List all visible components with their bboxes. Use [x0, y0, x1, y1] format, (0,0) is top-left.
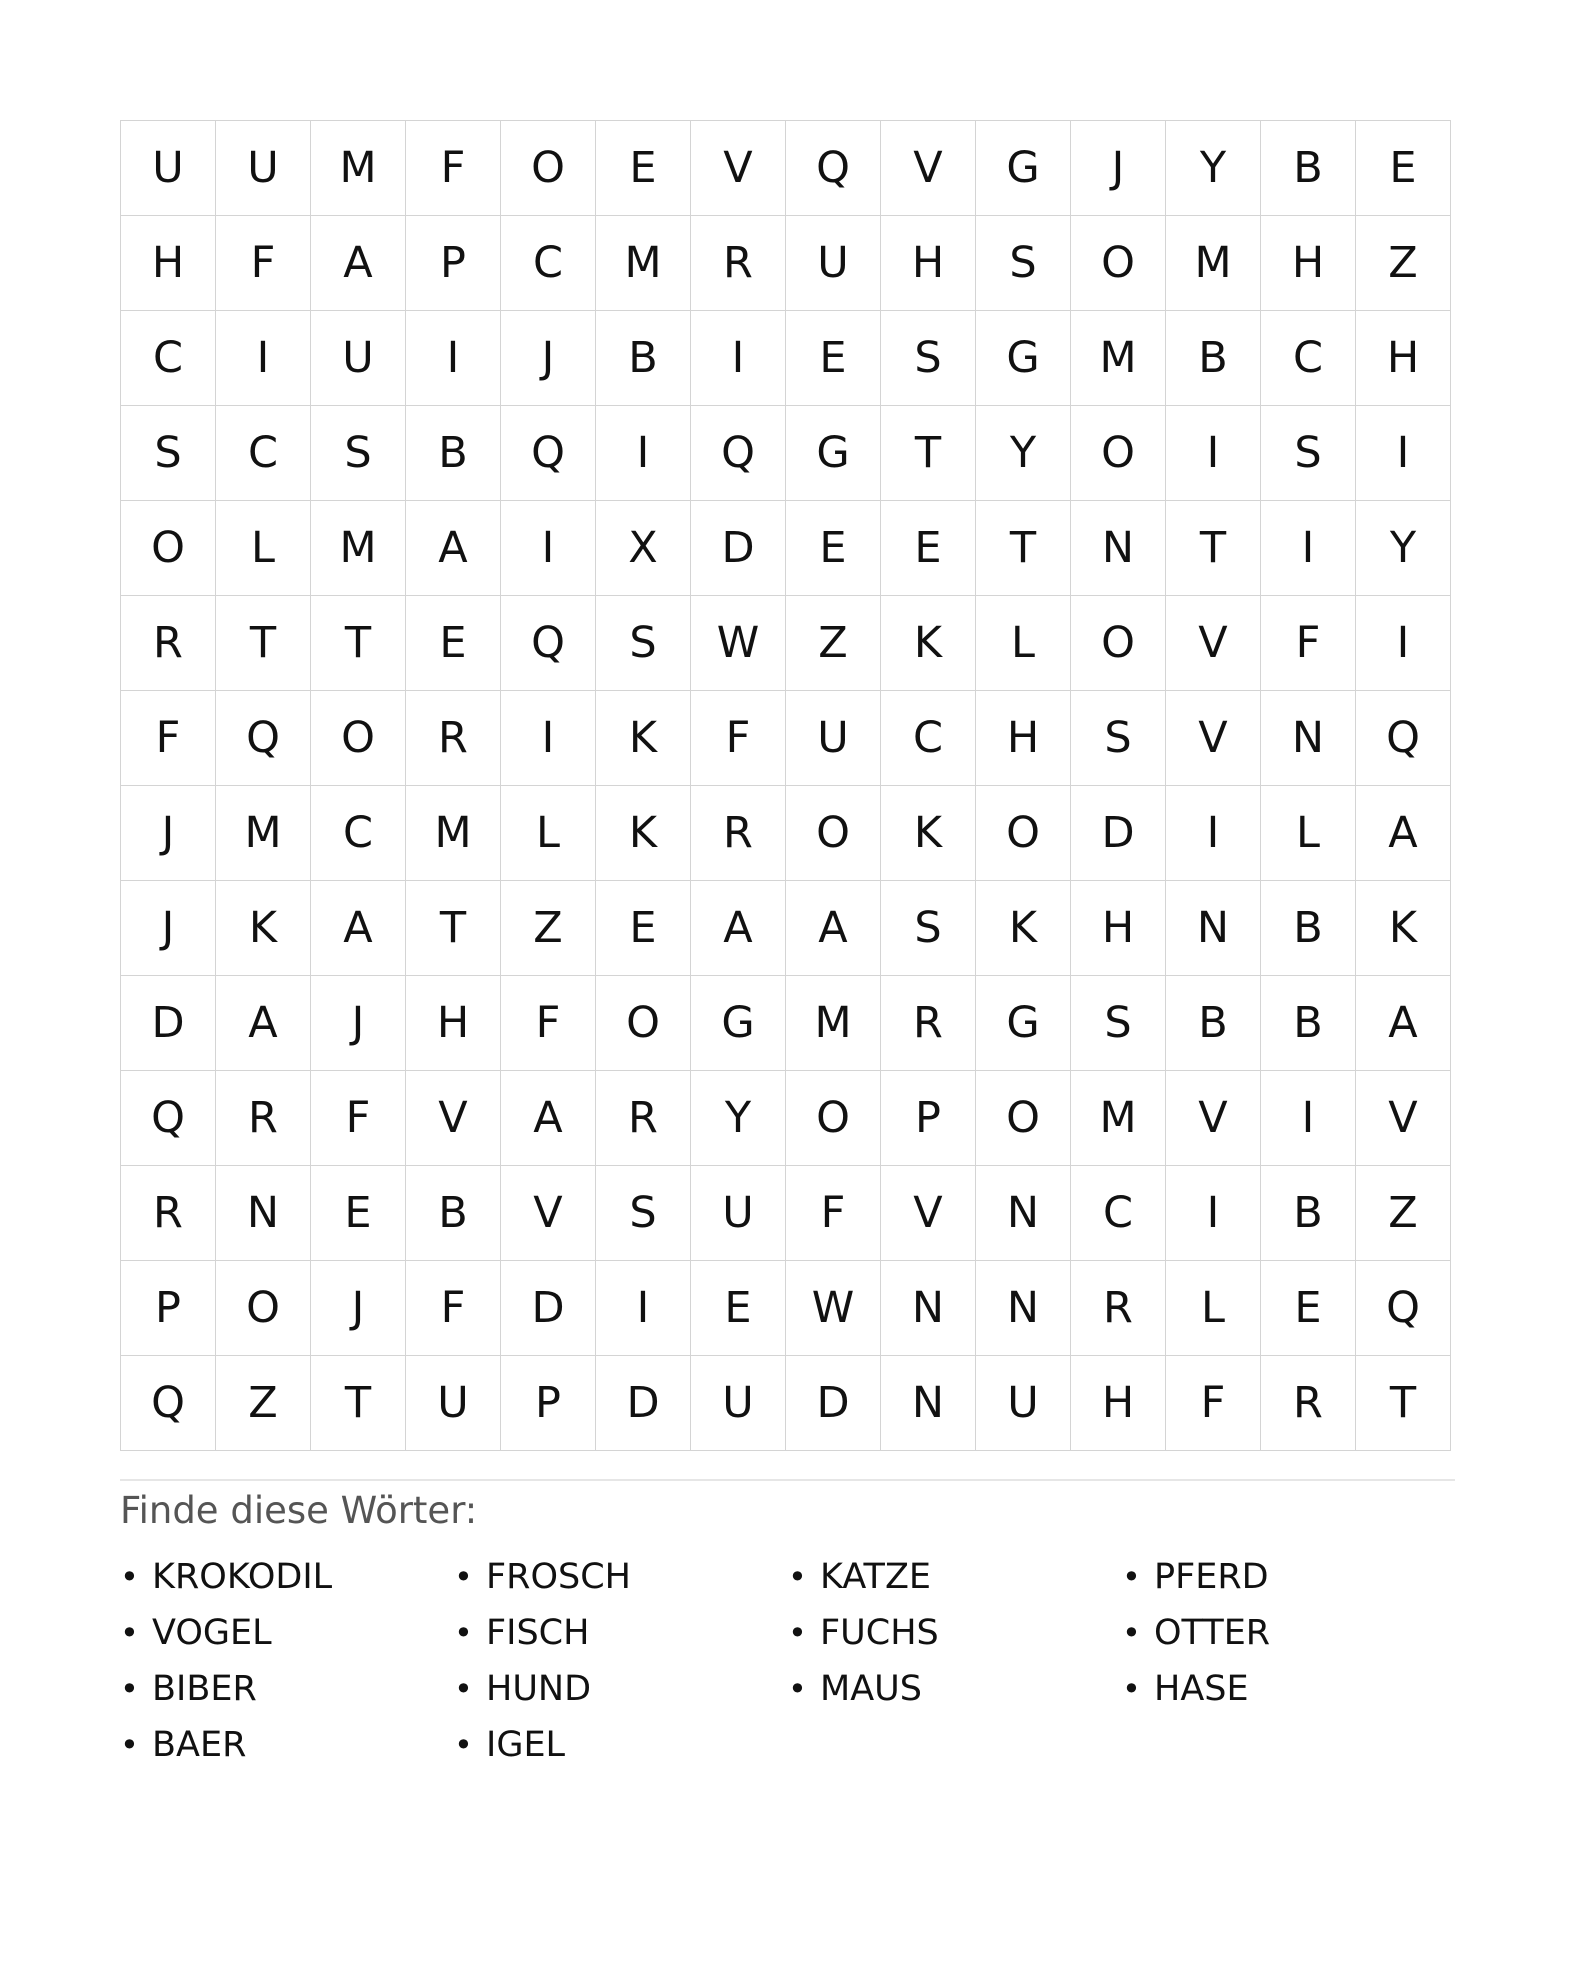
grid-cell[interactable]: Q: [786, 121, 881, 216]
grid-cell[interactable]: M: [406, 786, 501, 881]
grid-cell[interactable]: Y: [1166, 121, 1261, 216]
grid-cell[interactable]: O: [1071, 216, 1166, 311]
grid-cell[interactable]: R: [691, 216, 786, 311]
grid-cell[interactable]: Q: [691, 406, 786, 501]
word-list-item: [1122, 1661, 1456, 1717]
grid-cell[interactable]: D: [501, 1261, 596, 1356]
grid-cell[interactable]: C: [216, 406, 311, 501]
grid-cell[interactable]: G: [786, 406, 881, 501]
word-list-item: [120, 1549, 454, 1605]
grid-cell[interactable]: L: [1166, 1261, 1261, 1356]
grid-cell[interactable]: I: [596, 406, 691, 501]
grid-cell[interactable]: H: [1356, 311, 1451, 406]
grid-cell[interactable]: X: [596, 501, 691, 596]
word-list-item: [120, 1717, 454, 1773]
grid-cell[interactable]: P: [406, 216, 501, 311]
bullet-icon: •: [120, 1726, 139, 1764]
bullet-icon: •: [120, 1670, 139, 1708]
word-label: IGEL: [486, 1725, 566, 1765]
grid-cell[interactable]: T: [976, 501, 1071, 596]
bullet-icon: •: [788, 1614, 807, 1652]
bullet-icon: •: [120, 1558, 139, 1596]
grid-cell[interactable]: N: [216, 1166, 311, 1261]
grid-cell[interactable]: M: [1166, 216, 1261, 311]
word-search-page: [120, 120, 1456, 1773]
grid-cell[interactable]: Q: [1356, 691, 1451, 786]
grid-cell[interactable]: T: [311, 596, 406, 691]
grid-cell[interactable]: O: [311, 691, 406, 786]
grid-cell[interactable]: I: [1166, 406, 1261, 501]
grid-cell[interactable]: B: [406, 1166, 501, 1261]
grid-cell[interactable]: Z: [1356, 216, 1451, 311]
grid-cell[interactable]: H: [976, 691, 1071, 786]
bullet-icon: •: [1122, 1558, 1141, 1596]
grid-cell[interactable]: S: [881, 881, 976, 976]
grid-cell[interactable]: A: [311, 881, 406, 976]
grid-cell[interactable]: E: [596, 121, 691, 216]
grid-cell[interactable]: I: [406, 311, 501, 406]
grid-cell[interactable]: E: [786, 501, 881, 596]
grid-cell[interactable]: D: [596, 1356, 691, 1451]
grid-cell[interactable]: N: [1261, 691, 1356, 786]
grid-cell[interactable]: K: [881, 786, 976, 881]
grid-cell[interactable]: C: [1261, 311, 1356, 406]
grid-cell[interactable]: B: [406, 406, 501, 501]
grid-cell[interactable]: O: [216, 1261, 311, 1356]
bullet-icon: •: [788, 1670, 807, 1708]
grid-cell[interactable]: S: [596, 1166, 691, 1261]
grid-cell[interactable]: R: [596, 1071, 691, 1166]
bullet-icon: •: [1122, 1614, 1141, 1652]
word-list: [120, 1549, 1456, 1773]
grid-cell[interactable]: P: [501, 1356, 596, 1451]
word-label: KATZE: [820, 1557, 932, 1597]
grid-cell[interactable]: A: [311, 216, 406, 311]
grid-cell[interactable]: U: [216, 121, 311, 216]
grid-cell[interactable]: D: [1071, 786, 1166, 881]
word-list-item: [1122, 1549, 1456, 1605]
word-label: OTTER: [1154, 1613, 1271, 1653]
word-list-item: [454, 1717, 788, 1773]
grid-cell[interactable]: I: [216, 311, 311, 406]
grid-cell[interactable]: G: [976, 976, 1071, 1071]
grid-cell[interactable]: F: [406, 121, 501, 216]
grid-cell[interactable]: I: [1356, 406, 1451, 501]
bullet-icon: •: [454, 1670, 473, 1708]
word-list-item: [788, 1661, 1122, 1717]
grid-cell[interactable]: B: [1261, 1166, 1356, 1261]
grid-cell[interactable]: V: [881, 1166, 976, 1261]
grid-cell[interactable]: I: [596, 1261, 691, 1356]
grid-cell[interactable]: S: [1071, 976, 1166, 1071]
grid-cell[interactable]: I: [1166, 786, 1261, 881]
word-list-item: [454, 1661, 788, 1717]
grid-cell[interactable]: E: [596, 881, 691, 976]
grid-cell[interactable]: K: [216, 881, 311, 976]
grid-cell[interactable]: K: [881, 596, 976, 691]
grid-cell[interactable]: J: [501, 311, 596, 406]
grid-cell[interactable]: W: [691, 596, 786, 691]
grid-cell[interactable]: O: [596, 976, 691, 1071]
word-list-item: [454, 1605, 788, 1661]
word-list-item: [788, 1605, 1122, 1661]
grid-cell[interactable]: S: [1071, 691, 1166, 786]
grid-cell[interactable]: Q: [121, 1356, 216, 1451]
grid-cell[interactable]: O: [786, 786, 881, 881]
grid-cell[interactable]: N: [976, 1261, 1071, 1356]
bullet-icon: •: [454, 1614, 473, 1652]
grid-cell[interactable]: C: [881, 691, 976, 786]
grid-cell[interactable]: A: [786, 881, 881, 976]
bullet-icon: •: [788, 1558, 807, 1596]
grid-cell[interactable]: V: [1166, 1071, 1261, 1166]
grid-cell[interactable]: I: [501, 501, 596, 596]
grid-cell[interactable]: A: [406, 501, 501, 596]
grid-cell[interactable]: E: [1356, 121, 1451, 216]
grid-cell[interactable]: S: [1261, 406, 1356, 501]
grid-cell[interactable]: V: [1356, 1071, 1451, 1166]
grid-cell[interactable]: H: [406, 976, 501, 1071]
grid-cell[interactable]: J: [311, 1261, 406, 1356]
grid-cell[interactable]: U: [121, 121, 216, 216]
word-list-item: [1122, 1605, 1456, 1661]
grid-cell[interactable]: B: [1166, 311, 1261, 406]
grid-cell[interactable]: A: [1356, 786, 1451, 881]
grid-cell[interactable]: I: [691, 311, 786, 406]
word-label: VOGEL: [152, 1613, 272, 1653]
grid-cell[interactable]: F: [501, 976, 596, 1071]
grid-cell[interactable]: M: [311, 501, 406, 596]
grid-cell[interactable]: B: [1261, 881, 1356, 976]
grid-cell[interactable]: U: [786, 216, 881, 311]
grid-cell[interactable]: T: [1356, 1356, 1451, 1451]
grid-cell[interactable]: R: [121, 1166, 216, 1261]
grid-cell[interactable]: Y: [976, 406, 1071, 501]
grid-cell[interactable]: T: [881, 406, 976, 501]
grid-cell[interactable]: A: [1356, 976, 1451, 1071]
grid-cell[interactable]: L: [1261, 786, 1356, 881]
grid-cell[interactable]: T: [311, 1356, 406, 1451]
bullet-icon: •: [120, 1614, 139, 1652]
word-list-item: [120, 1661, 454, 1717]
grid-cell[interactable]: R: [1071, 1261, 1166, 1356]
grid-cell[interactable]: F: [311, 1071, 406, 1166]
grid-cell[interactable]: I: [1261, 501, 1356, 596]
grid-cell[interactable]: P: [121, 1261, 216, 1356]
grid-cell[interactable]: S: [596, 596, 691, 691]
grid-cell[interactable]: Z: [501, 881, 596, 976]
grid-cell[interactable]: O: [501, 121, 596, 216]
grid-cell[interactable]: R: [881, 976, 976, 1071]
grid-cell[interactable]: C: [311, 786, 406, 881]
grid-cell[interactable]: M: [596, 216, 691, 311]
grid-cell[interactable]: J: [121, 786, 216, 881]
grid-cell[interactable]: F: [1166, 1356, 1261, 1451]
grid-cell[interactable]: K: [1356, 881, 1451, 976]
grid-cell[interactable]: B: [596, 311, 691, 406]
grid-cell[interactable]: F: [691, 691, 786, 786]
grid-cell[interactable]: J: [121, 881, 216, 976]
grid-cell[interactable]: S: [881, 311, 976, 406]
grid-cell[interactable]: R: [406, 691, 501, 786]
grid-cell[interactable]: H: [881, 216, 976, 311]
grid-cell[interactable]: A: [691, 881, 786, 976]
grid-cell[interactable]: J: [311, 976, 406, 1071]
grid-cell[interactable]: K: [976, 881, 1071, 976]
grid-cell[interactable]: V: [406, 1071, 501, 1166]
grid-cell[interactable]: H: [1261, 216, 1356, 311]
grid-cell[interactable]: Q: [501, 406, 596, 501]
word-label: KROKODIL: [152, 1557, 333, 1597]
grid-cell[interactable]: U: [691, 1166, 786, 1261]
grid-cell[interactable]: E: [691, 1261, 786, 1356]
grid-cell[interactable]: F: [1261, 596, 1356, 691]
word-label: HUND: [486, 1669, 592, 1709]
letter-grid: [120, 120, 1451, 1451]
grid-cell[interactable]: Q: [216, 691, 311, 786]
word-label: FISCH: [486, 1613, 590, 1653]
grid-cell[interactable]: V: [1166, 596, 1261, 691]
grid-cell[interactable]: E: [881, 501, 976, 596]
grid-cell[interactable]: U: [786, 691, 881, 786]
word-list-title: Finde diese Wörter:: [120, 1489, 478, 1532]
grid-cell[interactable]: S: [976, 216, 1071, 311]
grid-cell[interactable]: R: [121, 596, 216, 691]
grid-cell[interactable]: G: [976, 311, 1071, 406]
grid-cell[interactable]: G: [976, 121, 1071, 216]
grid-cell[interactable]: L: [976, 596, 1071, 691]
word-list-item: [788, 1549, 1122, 1605]
grid-cell[interactable]: N: [976, 1166, 1071, 1261]
grid-cell[interactable]: H: [1071, 1356, 1166, 1451]
grid-cell[interactable]: E: [311, 1166, 406, 1261]
word-list-item: [454, 1549, 788, 1605]
grid-cell[interactable]: H: [121, 216, 216, 311]
grid-cell[interactable]: B: [1166, 976, 1261, 1071]
grid-cell[interactable]: A: [216, 976, 311, 1071]
grid-cell[interactable]: V: [691, 121, 786, 216]
word-label: MAUS: [820, 1669, 922, 1709]
grid-cell[interactable]: T: [406, 881, 501, 976]
grid-cell[interactable]: R: [216, 1071, 311, 1166]
grid-cell[interactable]: G: [691, 976, 786, 1071]
word-label: PFERD: [1154, 1557, 1269, 1597]
grid-cell[interactable]: N: [881, 1261, 976, 1356]
grid-cell[interactable]: Z: [216, 1356, 311, 1451]
grid-cell[interactable]: I: [1356, 596, 1451, 691]
grid-cell[interactable]: Z: [1356, 1166, 1451, 1261]
grid-cell[interactable]: F: [216, 216, 311, 311]
grid-cell[interactable]: E: [1261, 1261, 1356, 1356]
grid-cell[interactable]: O: [976, 786, 1071, 881]
grid-cell[interactable]: K: [596, 786, 691, 881]
word-label: HASE: [1154, 1669, 1249, 1709]
grid-cell[interactable]: I: [1166, 1166, 1261, 1261]
word-label: BAER: [152, 1725, 247, 1765]
grid-cell[interactable]: B: [1261, 976, 1356, 1071]
grid-cell[interactable]: F: [786, 1166, 881, 1261]
grid-cell[interactable]: N: [1071, 501, 1166, 596]
grid-cell[interactable]: N: [881, 1356, 976, 1451]
grid-cell[interactable]: D: [121, 976, 216, 1071]
grid-cell[interactable]: S: [311, 406, 406, 501]
grid-cell[interactable]: S: [121, 406, 216, 501]
grid-cell[interactable]: O: [976, 1071, 1071, 1166]
grid-cell[interactable]: F: [121, 691, 216, 786]
grid-cell[interactable]: O: [121, 501, 216, 596]
bullet-icon: •: [454, 1558, 473, 1596]
grid-cell[interactable]: Q: [501, 596, 596, 691]
grid-cell[interactable]: P: [881, 1071, 976, 1166]
grid-cell[interactable]: K: [596, 691, 691, 786]
grid-cell[interactable]: L: [501, 786, 596, 881]
grid-cell[interactable]: V: [501, 1166, 596, 1261]
grid-cell[interactable]: Q: [121, 1071, 216, 1166]
grid-cell[interactable]: J: [1071, 121, 1166, 216]
grid-cell[interactable]: E: [786, 311, 881, 406]
grid-cell[interactable]: V: [881, 121, 976, 216]
word-label: FUCHS: [820, 1613, 939, 1653]
grid-cell[interactable]: O: [786, 1071, 881, 1166]
grid-cell[interactable]: R: [691, 786, 786, 881]
grid-cell[interactable]: M: [216, 786, 311, 881]
grid-cell[interactable]: U: [976, 1356, 1071, 1451]
word-label: BIBER: [152, 1669, 257, 1709]
grid-cell[interactable]: M: [1071, 311, 1166, 406]
grid-cell[interactable]: V: [1166, 691, 1261, 786]
grid-cell[interactable]: M: [786, 976, 881, 1071]
grid-cell[interactable]: E: [406, 596, 501, 691]
grid-cell[interactable]: A: [501, 1071, 596, 1166]
grid-cell[interactable]: U: [406, 1356, 501, 1451]
grid-cell[interactable]: M: [311, 121, 406, 216]
grid-cell[interactable]: C: [121, 311, 216, 406]
grid-cell[interactable]: B: [1261, 121, 1356, 216]
grid-cell[interactable]: I: [501, 691, 596, 786]
grid-cell[interactable]: Z: [786, 596, 881, 691]
grid-cell[interactable]: O: [1071, 406, 1166, 501]
grid-cell[interactable]: O: [1071, 596, 1166, 691]
grid-cell[interactable]: N: [1166, 881, 1261, 976]
grid-cell[interactable]: M: [1071, 1071, 1166, 1166]
grid-cell[interactable]: R: [1261, 1356, 1356, 1451]
grid-cell[interactable]: H: [1071, 881, 1166, 976]
grid-cell[interactable]: D: [786, 1356, 881, 1451]
grid-cell[interactable]: Q: [1356, 1261, 1451, 1356]
grid-cell[interactable]: C: [1071, 1166, 1166, 1261]
grid-cell[interactable]: I: [1261, 1071, 1356, 1166]
bullet-icon: •: [1122, 1670, 1141, 1708]
divider: [120, 1479, 1455, 1481]
grid-cell[interactable]: Y: [691, 1071, 786, 1166]
grid-cell[interactable]: Y: [1356, 501, 1451, 596]
bullet-icon: •: [454, 1726, 473, 1764]
grid-cell[interactable]: T: [1166, 501, 1261, 596]
grid-cell[interactable]: W: [786, 1261, 881, 1356]
grid-cell[interactable]: L: [216, 501, 311, 596]
grid-cell[interactable]: C: [501, 216, 596, 311]
grid-cell[interactable]: T: [216, 596, 311, 691]
word-list-item: [120, 1605, 454, 1661]
grid-cell[interactable]: F: [406, 1261, 501, 1356]
grid-cell[interactable]: D: [691, 501, 786, 596]
grid-cell[interactable]: U: [691, 1356, 786, 1451]
grid-cell[interactable]: U: [311, 311, 406, 406]
word-label: FROSCH: [486, 1557, 631, 1597]
